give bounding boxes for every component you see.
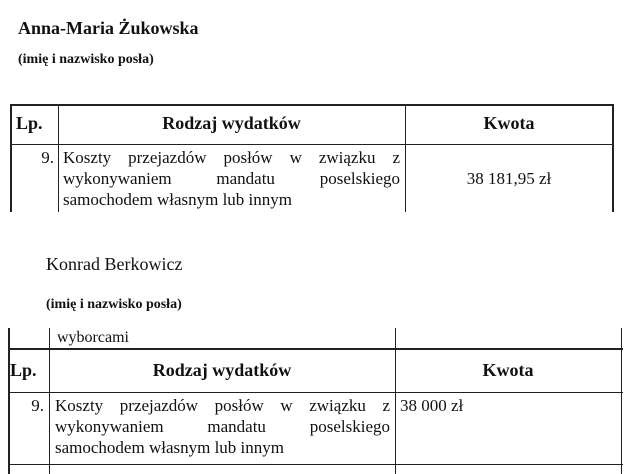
row-amount: 38 000 zł [400,396,464,415]
description-line: wykonywaniem mandatu poselskiego [63,169,400,188]
mp-name-1: Anna-Maria Żukowska [18,18,199,38]
description-line: samochodem własnym lub innym [63,190,293,209]
description-line: samochodem własnym lub innym [55,438,285,457]
header-lp: Lp. [16,113,43,133]
row-amount: 38 181,95 zł [466,169,552,188]
row-lp: 9. [31,396,44,415]
header-expense-type: Rodzaj wydatków [152,360,292,380]
header-expense-type: Rodzaj wydatków [162,113,301,133]
header-amount: Kwota [482,360,534,380]
description-line: wykonywaniem mandatu poselskiego [55,417,390,436]
description-line: Koszty przejazdów posłów w związku z [63,148,400,167]
row-lp: 9. [41,148,54,167]
header-lp: Lp. [10,360,37,380]
expense-table-1 [10,104,614,212]
mp-name-2: Konrad Berkowicz [46,254,183,274]
description-line: Koszty przejazdów posłów w związku z [55,396,390,415]
mp-name-caption-1: (imię i nazwisko posła) [18,52,154,67]
expense-table-2 [0,328,625,474]
row-expense-description [63,147,400,210]
mp-name-caption-2: (imię i nazwisko posła) [46,297,182,312]
row-expense-description [55,395,390,458]
header-amount: Kwota [483,113,535,133]
previous-row-fragment: wyborcami [57,329,129,346]
